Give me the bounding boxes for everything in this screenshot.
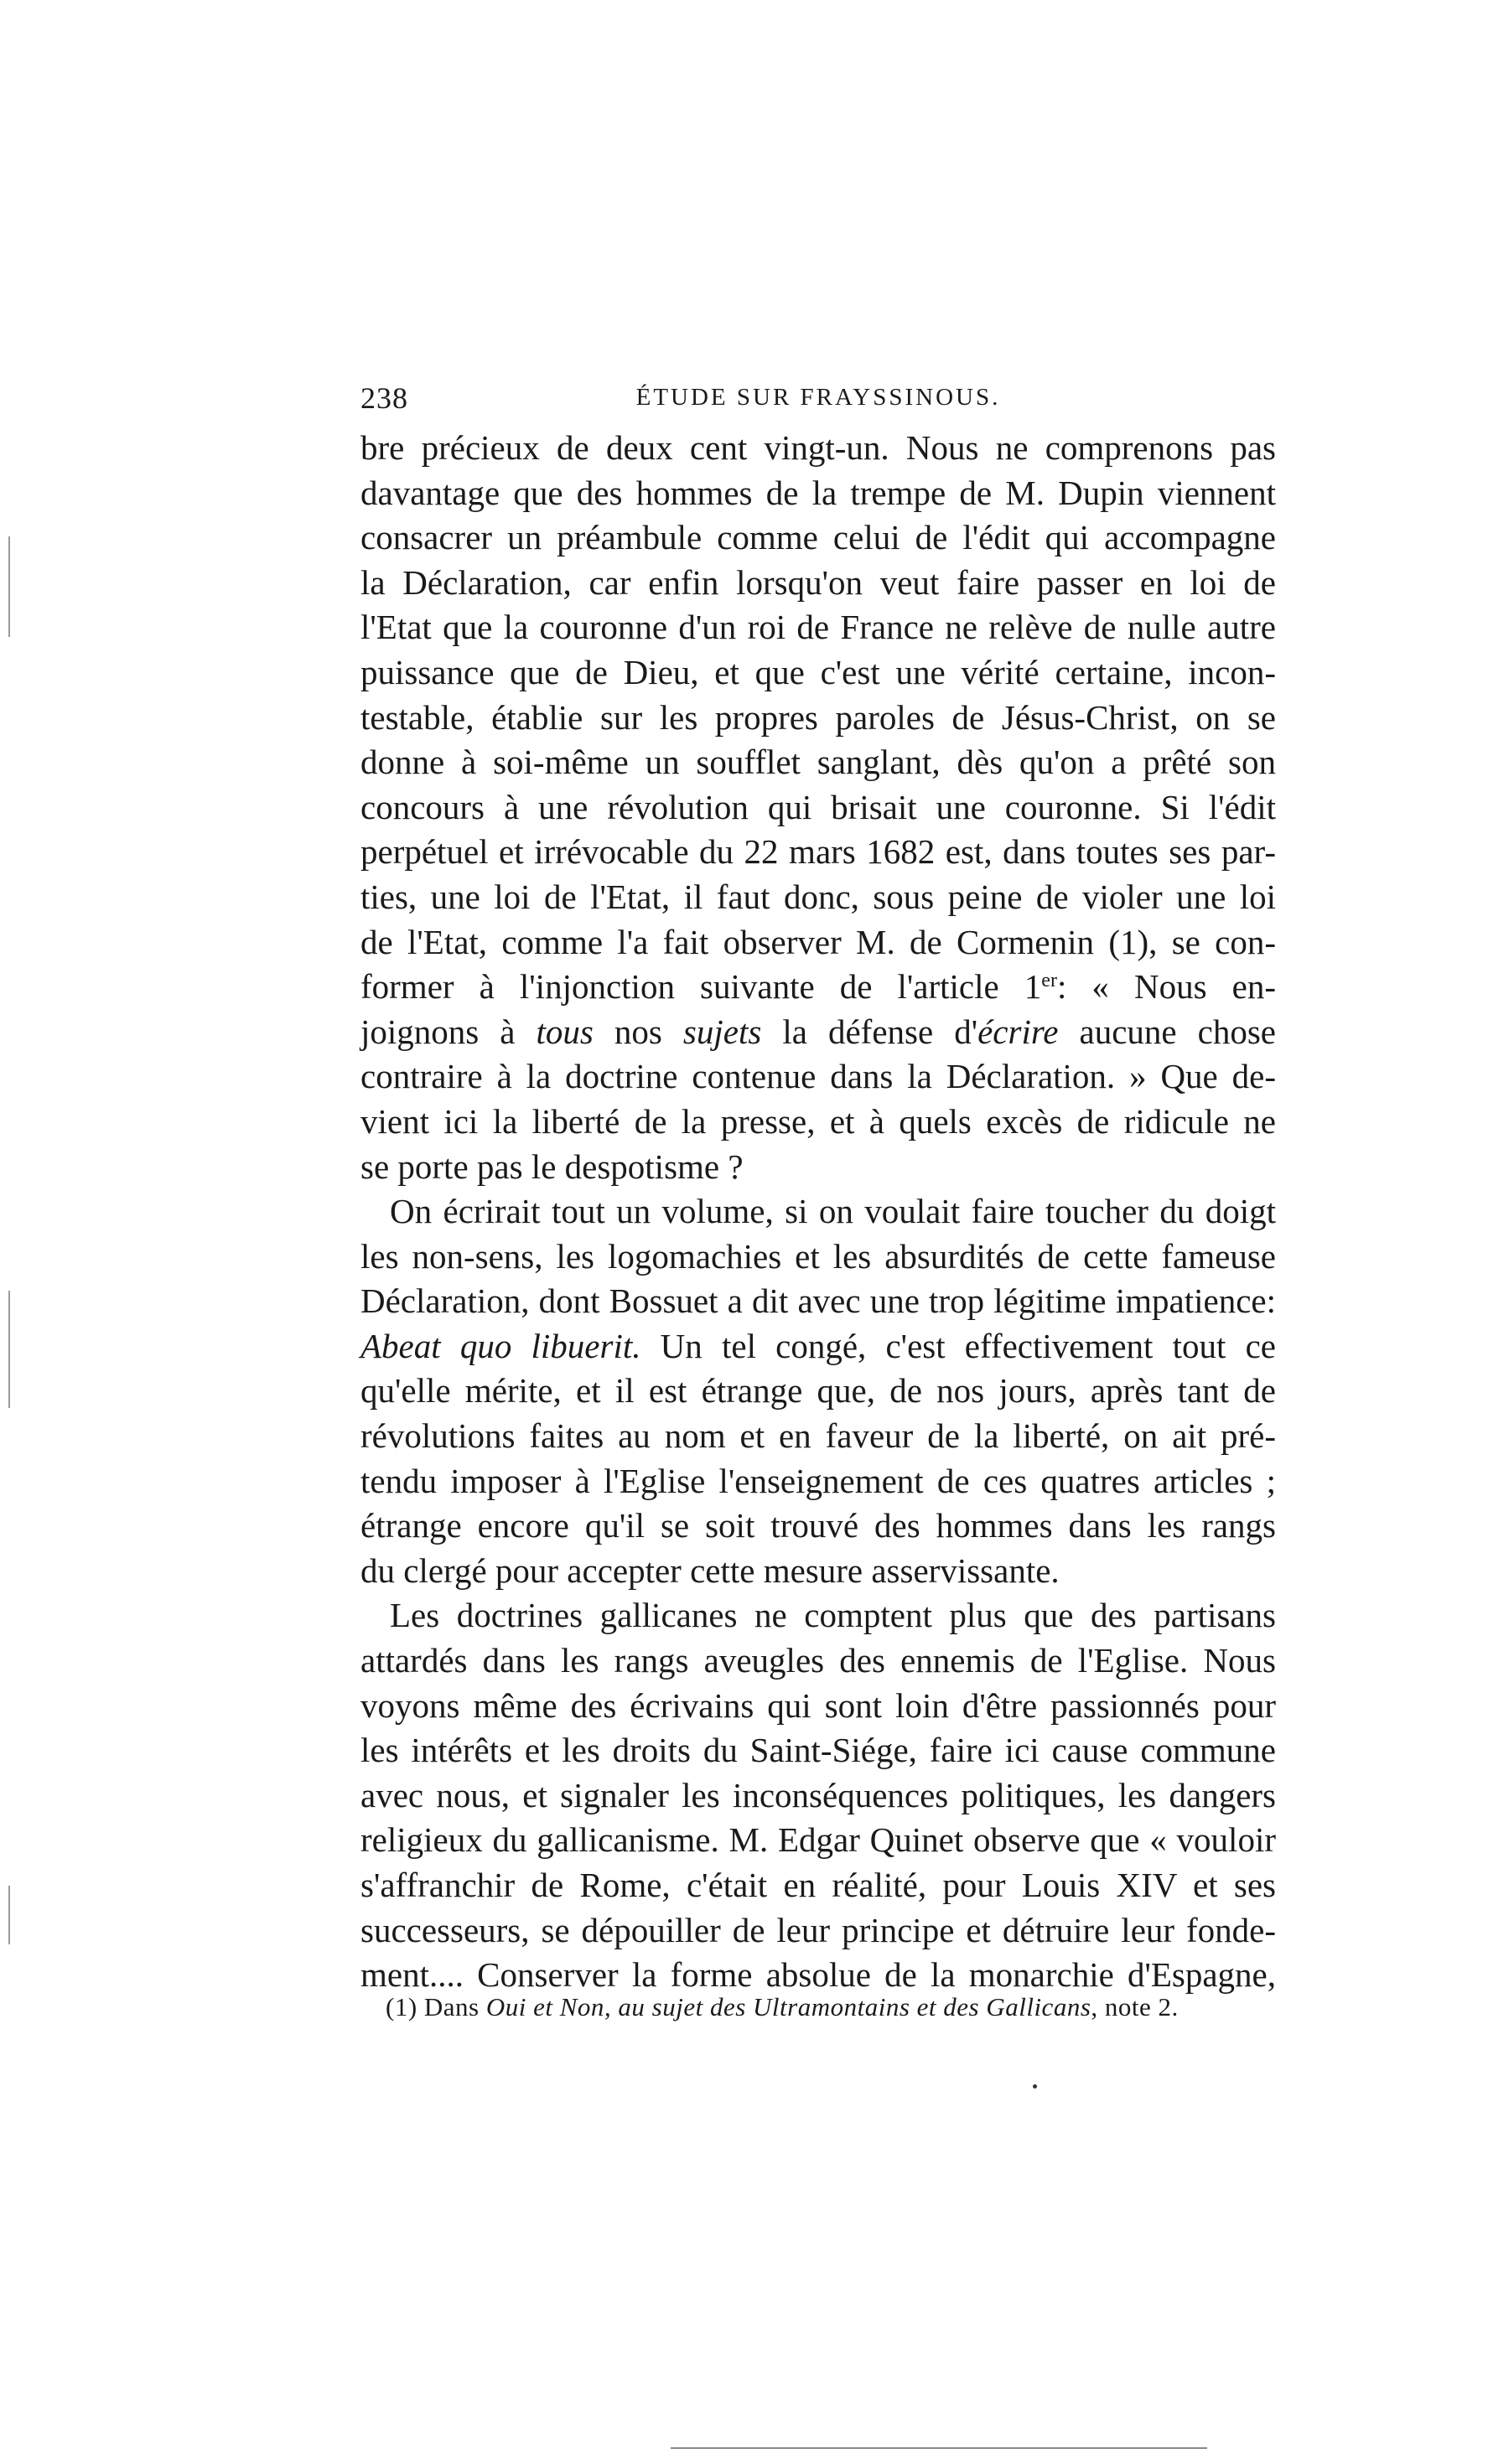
text-line: On écrirait tout un volume, si on voulait faire toucher du doigt <box>390 1192 1276 1231</box>
text-line: se porte pas le despotisme ? <box>360 1147 744 1186</box>
margin-mark <box>8 1291 10 1408</box>
text-line: former à l'injonction suivante de l'article 1er: « Nous en- <box>360 967 1276 1007</box>
text-line: contraire à la doctrine contenue dans la Déclaration. » Que de- <box>360 1057 1276 1096</box>
text-line: donne à soi-même un soufflet sanglant, dès qu'on a prêté son <box>360 743 1276 782</box>
text-line: testable, établie sur les propres paroles de Jésus-Christ, on se <box>360 697 1276 737</box>
margin-mark <box>8 1886 10 1944</box>
text-line: Déclaration, dont Bossuet a dit avec une trop légitime impatience: <box>360 1281 1276 1321</box>
latin-quote: Abeat quo libuerit. <box>360 1326 641 1365</box>
text-line: Les doctrines gallicanes ne comptent plus que des partisans <box>390 1596 1276 1635</box>
text-line: vient ici la liberté de la presse, et à quels excès de ridicule ne <box>360 1101 1276 1141</box>
running-title: ÉTUDE SUR FRAYSSINOUS. <box>635 384 1001 411</box>
page-edge-line <box>671 2447 1207 2449</box>
text-line: tendu imposer à l'Eglise l'enseignement de ces quatres articles ; <box>360 1461 1276 1500</box>
text-line: perpétuel et irrévocable du 22 mars 1682 est, dans toutes ses par- <box>360 832 1276 872</box>
text-line: joignons à tous nos sujets la défense d'écrire aucune chose <box>360 1012 1276 1051</box>
text-line: davantage que des hommes de la trempe de M. Dupin viennent <box>360 473 1276 512</box>
text-line: révolutions faites au nom et en faveur de la liberté, on ait pré- <box>360 1416 1276 1456</box>
text-line: voyons même des écrivains qui sont loin d'être passionnés pour <box>360 1685 1276 1725</box>
text-line: Abeat quo libuerit. Un tel congé, c'est effectivement tout ce <box>360 1326 1276 1365</box>
text-line: bre précieux de deux cent vingt-un. Nous ne comprenons pas <box>360 428 1276 467</box>
text-line: successeurs, se dépouiller de leur principe et détruire leur fonde- <box>360 1910 1276 1949</box>
text-line: l'Etat que la couronne d'un roi de France ne relève de nulle autre <box>360 608 1276 647</box>
body-text <box>360 426 1276 1998</box>
margin-mark <box>8 536 10 637</box>
text-line: s'affranchir de Rome, c'était en réalité, pour Louis XIV et ses <box>360 1866 1276 1904</box>
footnote: (1) Dans Oui et Non, au sujet des Ultramontains et des Gallicans, note 2. <box>386 1992 1179 2021</box>
page-number: 238 <box>360 381 408 415</box>
text-line: avec nous, et signaler les inconséquences politiques, les dangers <box>360 1775 1276 1814</box>
text-line: attardés dans les rangs aveugles des ennemis de l'Eglise. Nous <box>360 1641 1276 1680</box>
text-line: du clergé pour accepter cette mesure asservissante. <box>360 1550 1060 1590</box>
text-line: consacrer un préambule comme celui de l'édit qui accompagne <box>360 518 1276 557</box>
text-line: religieux du gallicanisme. M. Edgar Quinet observe que « vouloir <box>360 1820 1276 1860</box>
text-line: étrange encore qu'il se soit trouvé des hommes dans les rangs <box>360 1506 1276 1545</box>
text-line: qu'elle mérite, et il est étrange que, de nos jours, après tant de <box>360 1371 1276 1411</box>
text-line: de l'Etat, comme l'a fait observer M. de Cormenin (1), se con- <box>360 922 1276 961</box>
text-line: les non-sens, les logomachies et les absurdités de cette fameuse <box>360 1236 1276 1276</box>
running-head <box>360 377 1276 427</box>
text-line: la Déclaration, car enfin lorsqu'on veut faire passer en loi de <box>360 562 1276 602</box>
text-line: ment.... Conserver la forme absolue de la monarchie d'Espagne, <box>360 1955 1276 1995</box>
text-line: les intérêts et les droits du Saint-Siége, faire ici cause commune <box>360 1731 1276 1770</box>
text-line: concours à une révolution qui brisait une couronne. Si l'édit <box>360 787 1276 826</box>
text-line: ties, une loi de l'Etat, il faut donc, sous peine de violer une loi <box>360 877 1276 916</box>
text-line: puissance que de Dieu, et que c'est une vérité certaine, incon- <box>360 652 1276 691</box>
ink-speck <box>1033 2084 1037 2089</box>
